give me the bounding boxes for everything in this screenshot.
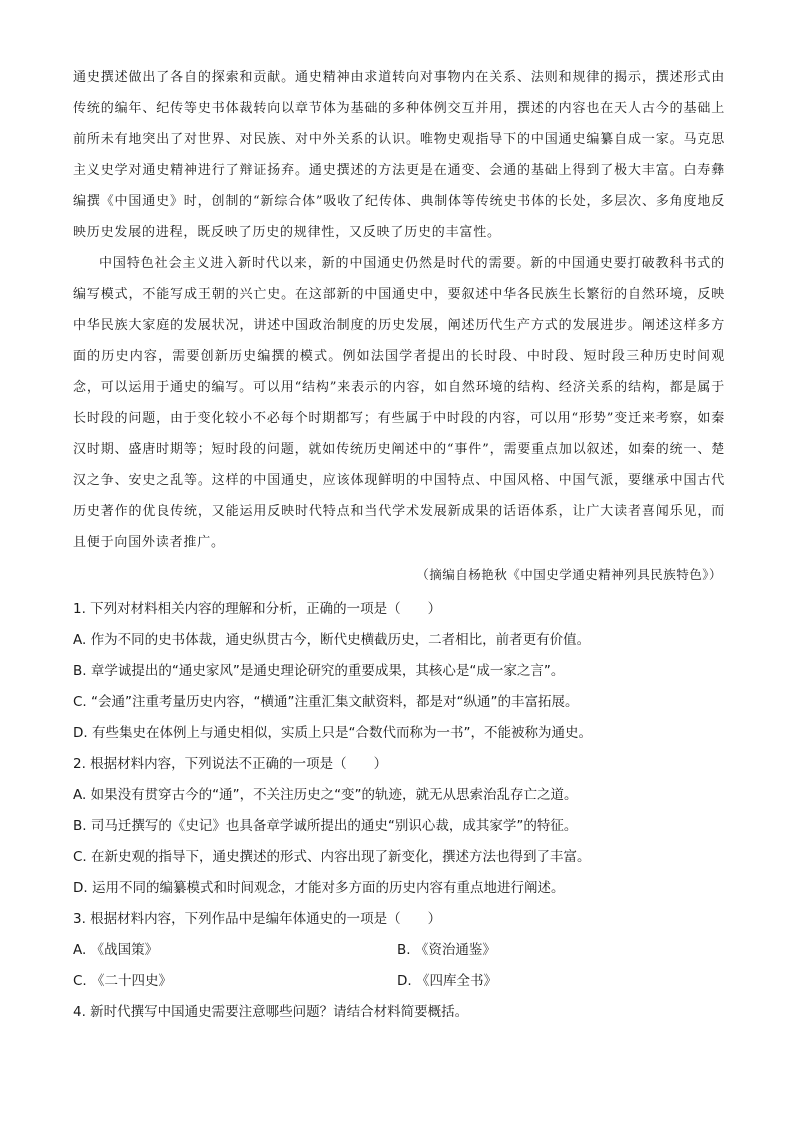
passage-source: （摘编自杨艳秋《中国史学通史精神列具民族特色》） <box>416 567 722 582</box>
question-3-options-row-2 <box>73 966 733 997</box>
question-3-option-c: C. 《二十四史》 <box>73 973 173 989</box>
reading-passage <box>73 62 725 558</box>
question-1-option-c: C. “会通”注重考量历史内容，“横通”注重汇集文献资料，都是对“纵通”的丰富拓展。 <box>73 694 579 710</box>
question-2-option-c: C. 在新史观的指导下，通史撰述的形式、内容出现了新变化，撰述方法也得到了丰富。 <box>73 849 591 865</box>
question-list <box>73 594 733 1028</box>
question-1-option-b: B. 章学诚提出的“通史家风”是通史理论研究的重要成果，其核心是“成一家之言”。 <box>73 663 565 679</box>
question-3-option-a: A. 《战国策》 <box>73 942 159 958</box>
question-4-stem: 4. 新时代撰写中国通史需要注意哪些问题？请结合材料简要概括。 <box>73 1004 469 1020</box>
question-3-option-b: B. 《资治通鉴》 <box>397 942 496 958</box>
passage-paragraph-2: 中国特色社会主义进入新时代以来，新的中国通史仍然是时代的需要。新的中国通史要打破教科书式的编写模式，不能写成王朝的兴亡史。在这部新的中国通史中，要叙述中华各民族生长繁衍的自然环境，反映中华民族大家庭的发展状况，讲述中国政治制度的历史发展，阐述历代生产方式的发展进步。阐述这样多方面的历史内容，需要创新历史编撰的模式。例如法国学者提出的长时段、中时段、短时段三种历史时间观念，可以运用于通史的编写。可以用“结构”来表示的内容，如自然环境的结构、经济关系的结构，都是属于长时段的问题，由于变化较小不必每个时期都写；有些属于中时段的内容，可以用“形势”变迁来考察，如秦汉时期、盛唐时期等；短时段的问题，就如传统历史阐述中的“事件”，需要重点加以叙述，如秦的统一、楚汉之争、安史之乱等。这样的中国通史，应该体现鲜明的中国特点、中国风格、中国气派，要继承中国古代历史著作的优良传统，又能运用反映时代特点和当代学术发展新成果的话语体系，让广大读者喜闻乐见，而且便于向国外读者推广。 <box>73 256 725 550</box>
passage-paragraph-1: 通史撰述做出了各自的探索和贡献。通史精神由求道转向对事物内在关系、法则和规律的揭示，撰述形式由传统的编年、纪传等史书体裁转向以章节体为基础的多种体例交互并用，撰述的内容也在天人古今的基础上前所未有地突出了对世界、对民族、对中外关系的认识。唯物史观指导下的中国通史编纂自成一家。马克思主义史学对通史精神进行了辩证扬弃。通史撰述的方法更是在通变、会通的基础上得到了极大丰富。白寿彝编撰《中国通史》时，创制的“新综合体”吸收了纪传体、典制体等传统史书体的长处，多层次、多角度地反映历史发展的进程，既反映了历史的规律性，又反映了历史的丰富性。 <box>73 70 725 240</box>
question-1-option-d: D. 有些集史在体例上与通史相似，实质上只是“合数代而称为一书”，不能被称为通史。 <box>73 725 592 741</box>
question-3-stem: 3. 根据材料内容，下列作品中是编年体通史的一项是（ ） <box>73 911 442 927</box>
question-2-option-d: D. 运用不同的编纂模式和时间观念，才能对多方面的历史内容有重点地进行阐述。 <box>73 880 565 896</box>
question-2-option-b: B. 司马迁撰写的《史记》也具备章学诚所提出的通史“别识心裁，成其家学”的特征。 <box>73 818 578 834</box>
question-1-option-a: A. 作为不同的史书体裁，通史纵贯古今，断代史横截历史，二者相比，前者更有价值。 <box>73 632 591 648</box>
question-2-option-a: A. 如果没有贯穿古今的“通”，不关注历史之“变”的轨迹，就无从思索治乱存亡之道。 <box>73 787 578 803</box>
question-2-stem: 2. 根据材料内容，下列说法不正确的一项是（ ） <box>73 756 388 772</box>
question-1-stem: 1. 下列对材料相关内容的理解和分析，正确的一项是（ ） <box>73 601 442 617</box>
question-3-option-d: D. 《四库全书》 <box>397 973 497 989</box>
question-3-options-row-1 <box>73 935 733 966</box>
